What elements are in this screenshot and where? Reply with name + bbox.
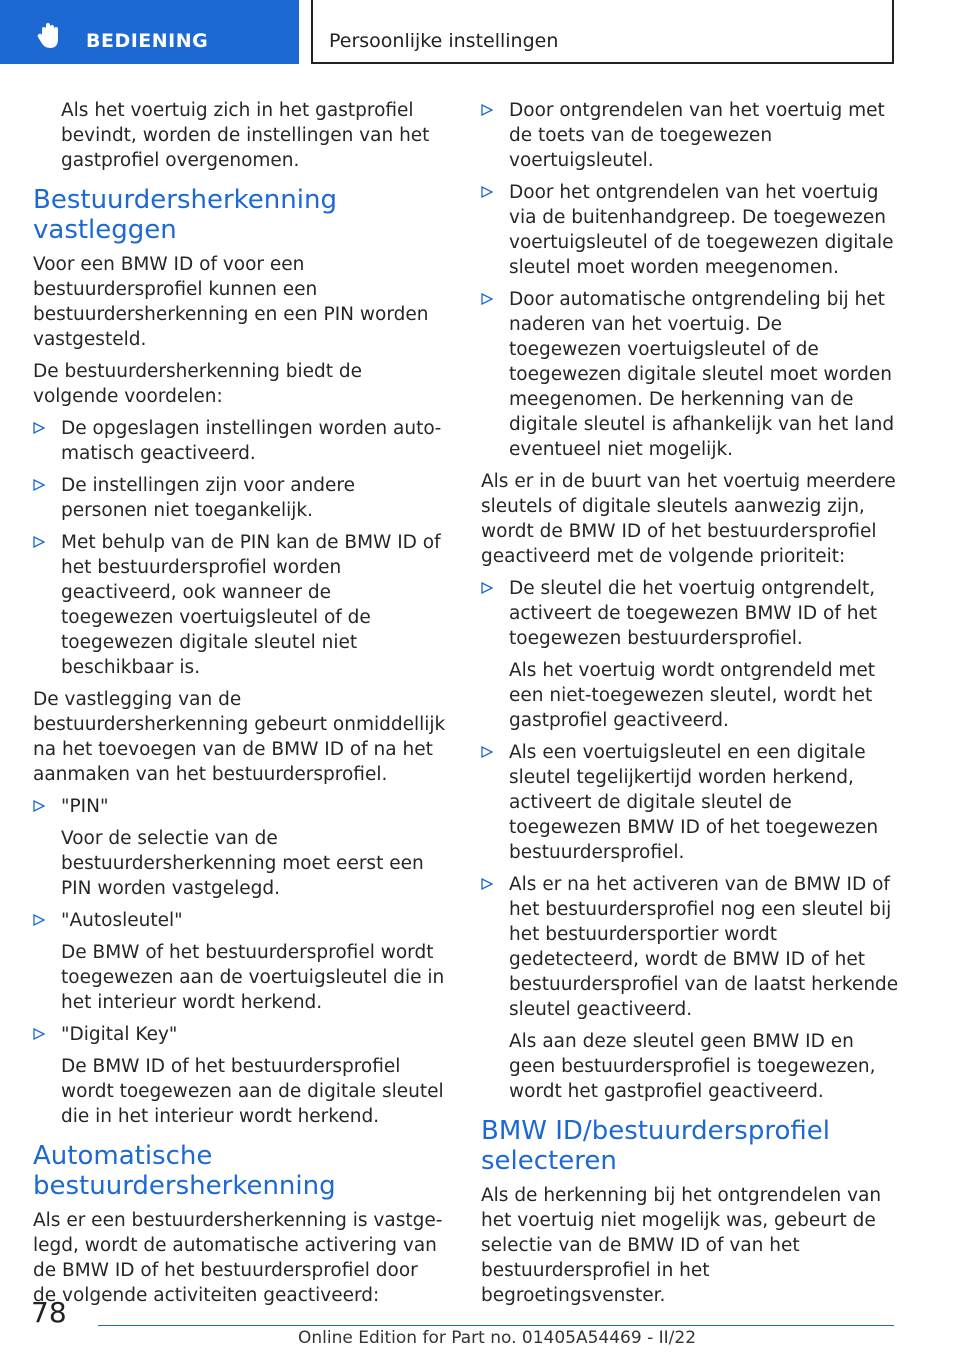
paragraph: De bestuurdersherkenning biedt de volgende voordelen:: [33, 361, 362, 407]
list-item: Door het ontgrendelen van het voertuig via de buitenhandgreep. De toegewezen voertuigsleutel of de toegewezen digitale sleutel moet worden meegenomen.: [481, 180, 899, 280]
list-item: [33, 1022, 446, 1129]
section-tab: [0, 0, 299, 64]
list-item-label: "Autosleutel": [61, 910, 183, 931]
triangle-bullet-icon: [33, 536, 45, 548]
triangle-bullet-icon: [33, 800, 45, 812]
right-column: [481, 98, 899, 1315]
page-title: Persoonlijke instellingen: [329, 30, 559, 52]
list-item-desc: Voor de selectie van de bestuurdersherkenning moet eerst een PIN worden vastgelegd.: [61, 828, 424, 899]
paragraph: Als er een bestuurdersherkenning is vastgelegd, wordt de automatische activering van de BMW ID of het bestuurdersprofiel door de volgende activiteiten geactiveerd:: [33, 1210, 443, 1306]
triangle-bullet-icon: [33, 422, 45, 434]
heading-bestuurdersherkenning: Bestuurdersherkenning vastleggen: [33, 185, 337, 245]
list-item: De opgeslagen instellingen worden automatisch geactiveerd.: [33, 416, 446, 466]
list-item: Door ontgrendelen van het voertuig met de toets van de toegewezen voertuigsleutel.: [481, 98, 899, 173]
list-item-note: Als aan deze sleutel geen BMW ID en geen bestuurdersprofiel is toegewezen, wordt het gastprofiel geactiveerd.: [509, 1031, 876, 1102]
left-column: [33, 98, 446, 1315]
list-item: De sleutel die het voertuig ontgrendelt, activeert de toegewezen BMW ID of het toegewezen bestuurdersprofiel. Als het voertuig wordt ontgrendeld met een niet-toegewezen sleutel, wordt het gastprofiel geactiveerd.: [481, 576, 899, 733]
triangle-bullet-icon: [481, 104, 493, 116]
triangle-bullet-icon: [481, 186, 493, 198]
list-item-desc: De BMW ID of het bestuurdersprofiel wordt toegewezen aan de digitale sleutel die in het interieur wordt herkend.: [61, 1056, 444, 1127]
list-item-label: "Digital Key": [61, 1024, 178, 1045]
heading-automatische: Automatische bestuurdersherkenning: [33, 1141, 336, 1201]
heading-bmw-id-selecteren: BMW ID/bestuurdersprofiel selecteren: [481, 1116, 830, 1176]
intro-paragraph: Als het voertuig zich in het gastprofiel bevindt, worden de instellingen van het gastprofiel overgenomen.: [61, 100, 430, 171]
list-item-label: "PIN": [61, 796, 109, 817]
list-item: Door automatische ontgrendeling bij het naderen van het voertuig. De toegewezen voertuigsleutel of de toegewezen digitale sleutel moet worden meegenomen. De herkenning van de digitale sleutel is afhankelijk van het land eventueel niet mogelijk.: [481, 287, 899, 462]
triangle-bullet-icon: [481, 582, 493, 594]
list-item: [33, 794, 446, 901]
paragraph: De vastlegging van de bestuurdersherkenning gebeurt onmiddellijk na het toevoegen van de BMW ID of na het aanmaken van het bestuurdersprofiel.: [33, 689, 446, 785]
section-label: BEDIENING: [86, 30, 209, 52]
list-item-note: Als het voertuig wordt ontgrendeld met een niet-toegewezen sleutel, wordt het gastprofiel geactiveerd.: [509, 660, 876, 731]
list-item: Met behulp van de PIN kan de BMW ID of het bestuurdersprofiel worden geactiveerd, ook wanneer de toegewezen voertuigsleutel of de toegewezen digitale sleutel niet beschikbaar is.: [33, 530, 446, 680]
list-item: [33, 908, 446, 1015]
triangle-bullet-icon: [481, 293, 493, 305]
list-item: De instellingen zijn voor andere personen niet toegankelijk.: [33, 473, 446, 523]
triangle-bullet-icon: [33, 479, 45, 491]
page-number: 78: [31, 1296, 67, 1329]
paragraph: Als de herkenning bij het ontgrendelen van het voertuig niet mogelijk was, gebeurt de selectie van de BMW ID of van het bestuurdersprofiel in het begroetingsvenster.: [481, 1185, 882, 1306]
triangle-bullet-icon: [33, 914, 45, 926]
footer-edition: Online Edition for Part no. 01405A54469 - II/22: [298, 1328, 697, 1348]
list-item: Als een voertuigsleutel en een digitale sleutel tegelijkertijd worden herkend, activeert de digitale sleutel de toegewezen BMW ID of het toegewezen bestuurdersprofiel.: [481, 740, 899, 865]
triangle-bullet-icon: [33, 1028, 45, 1040]
hand-pointer-icon: [36, 22, 64, 50]
page-header: [311, 0, 894, 64]
footer-divider: [98, 1325, 894, 1326]
list-item: Als er na het activeren van de BMW ID of het bestuurdersprofiel nog een sleutel bij het bestuurdersportier wordt gedetecteerd, wordt de BMW ID of het bestuurdersprofiel van de laatst herkende sleutel geactiveerd. Als aan deze sleutel geen BMW ID en geen bestuurdersprofiel is toegewezen, wordt het gastprofiel geactiveerd.: [481, 872, 899, 1104]
paragraph: Voor een BMW ID of voor een bestuurdersprofiel kunnen een bestuurdersherkenning en een PIN worden vastgesteld.: [33, 254, 429, 350]
triangle-bullet-icon: [481, 878, 493, 890]
paragraph: Als er in de buurt van het voertuig meerdere sleutels of digitale sleutels aanwezig zijn, wordt de BMW ID of het bestuurdersprofiel geactiveerd met de volgende prioriteit:: [481, 471, 896, 567]
list-item-desc: De BMW of het bestuurdersprofiel wordt toegewezen aan de voertuigsleutel die in het interieur wordt herkend.: [61, 942, 445, 1013]
triangle-bullet-icon: [481, 746, 493, 758]
